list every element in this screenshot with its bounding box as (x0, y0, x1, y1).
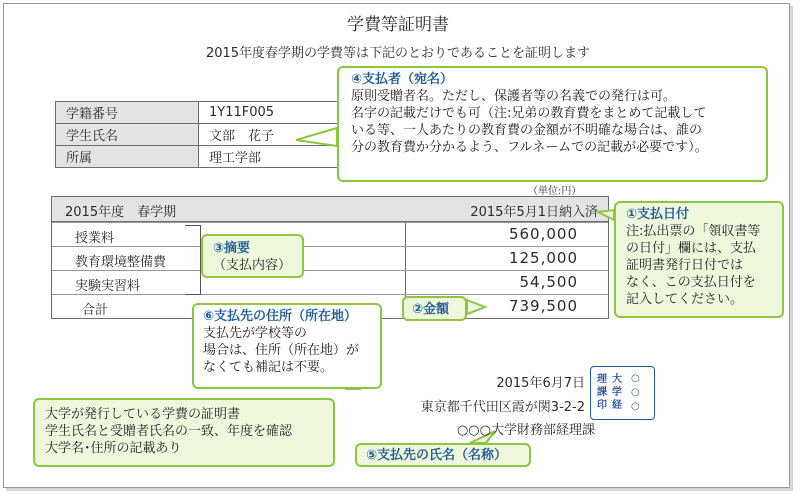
issuer-address: 東京都千代田区霞が関3-2-2 (420, 400, 585, 415)
seal-circle: ○ (631, 387, 640, 398)
amount-pointer (467, 300, 485, 314)
summary-note (33, 398, 335, 467)
page-title: 学費等証明書 (347, 15, 449, 35)
faculty-value: 理工学部 (199, 146, 414, 168)
student-id-value: 1Y11F005 (199, 102, 414, 124)
address-callout (192, 303, 382, 389)
payment-date-line: 証明書発行日付では (626, 258, 744, 273)
fee-item-label: 授業料 (75, 231, 115, 246)
faculty-label: 所属 (56, 146, 199, 168)
student-id-label: 学籍番号 (56, 102, 199, 124)
payer-callout-heading: ④支払者（宛名） (351, 72, 454, 87)
payer-callout-line: 原則受贈者名。ただし、保護者等の名義での発行は可。 (351, 89, 677, 104)
seal-char: 経 (612, 400, 622, 411)
payer-pointer (296, 128, 337, 146)
payment-date-line: なく、この支払日付を (626, 275, 756, 290)
payer-callout-line: いる等、一人あたりの教育費の金額が不明確な場合は、誰の (351, 123, 703, 138)
fee-item-amount: 125,000 (508, 249, 578, 267)
summary-note-line: 学生氏名と受贈者氏名の一致、年度を確認 (45, 424, 293, 439)
summary-heading: ③摘要 (213, 241, 251, 256)
payment-date-line: 注:払出票の「領収書等 (626, 224, 761, 239)
total-amount: 739,500 (508, 297, 578, 315)
payee-name-heading: ⑤支払先の氏名（名称） (366, 448, 508, 463)
total-label: 合計 (82, 303, 109, 318)
seal-char: 大 (612, 374, 622, 385)
amount-heading: ②金額 (412, 302, 450, 317)
seal-char: 印 (597, 400, 607, 411)
seal-circle: ○ (631, 401, 640, 412)
address-line: 支払先が学校等の (203, 326, 308, 341)
payment-date-heading: ①支払日付 (626, 207, 690, 222)
amount-callout (402, 296, 467, 321)
payee-name-callout (355, 443, 531, 467)
summary-note-line: 大学が発行している学費の証明書 (45, 407, 241, 422)
seal-char: 理 (597, 374, 607, 385)
fee-item-amount: 54,500 (519, 273, 578, 291)
term-label: 2015年度 春学期 (65, 205, 177, 220)
payer-callout-line: 名字の記載だけでも可（注:兄弟の教育費をまとめて記載して (351, 106, 707, 121)
seal-char: 課 (597, 387, 607, 398)
address-line: なくても補記は不要。 (203, 360, 334, 375)
payment-date-line: の日付」欄には、支払 (626, 241, 757, 256)
seal-column (597, 373, 607, 412)
payment-date-callout (614, 201, 784, 318)
payer-callout-line: 分の教育費か分かるよう、フルネームでの記載が必要です）。 (351, 140, 708, 155)
issue-date: 2015年6月7日 (496, 376, 585, 391)
seal-marks (631, 372, 640, 414)
seal-char: 学 (612, 387, 622, 398)
summary-note-line: 大学名･住所の記載あり (45, 441, 182, 456)
payment-date-pointer (598, 210, 614, 220)
payer-callout (337, 66, 768, 182)
student-name-value: 文部 花子 (199, 124, 414, 146)
address-heading: ⑥支払先の住所（所在地） (203, 309, 358, 324)
fee-item-label: 実験実習料 (75, 279, 141, 294)
fee-item-amount: 560,000 (508, 225, 578, 243)
fee-item-label: 教育環境整備費 (75, 255, 167, 270)
unit-label: （単位:円） (528, 186, 582, 197)
summary-line: （支払内容） (213, 258, 292, 273)
issuer-department: ○○○大学財務部経理課 (456, 423, 595, 438)
address-line: 場合は、住所（所在地）が (203, 343, 360, 358)
summary-callout (201, 234, 304, 278)
seal-column (612, 373, 622, 412)
paid-date-label: 2015年5月1日納入済 (470, 205, 598, 220)
official-seal (590, 366, 655, 420)
seal-circle: ○ (631, 373, 640, 384)
payment-date-line: 記入してください。 (626, 292, 744, 307)
certificate-statement: 2015年度春学期の学費等は下記のとおりであることを証明します (205, 46, 591, 61)
student-name-label: 学生氏名 (56, 124, 199, 146)
